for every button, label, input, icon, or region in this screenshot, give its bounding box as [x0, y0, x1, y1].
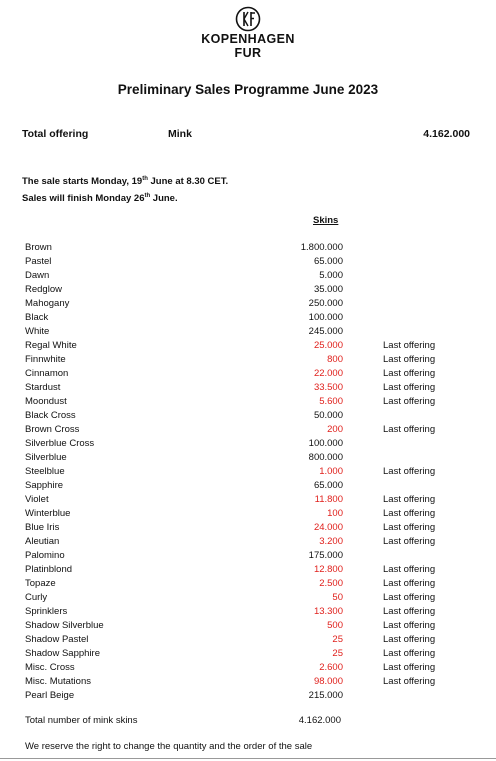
table-row	[22, 577, 463, 591]
colour-type-name: Regal White	[25, 340, 77, 351]
colour-type-name: Finnwhite	[25, 354, 66, 365]
table-row	[22, 423, 463, 437]
table-row	[22, 241, 463, 255]
last-offering-note	[343, 269, 463, 283]
colour-type-name: Brown Cross	[25, 424, 80, 435]
colour-type-name: Black	[25, 312, 49, 323]
colour-type-name: Shadow Sapphire	[25, 648, 100, 659]
skins-quantity: 175.000	[308, 550, 343, 561]
skins-quantity: 3.200	[319, 536, 343, 547]
total-mink-skins-label: Total number of mink skins	[25, 715, 138, 726]
colour-type-name: Black Cross	[25, 410, 76, 421]
last-offering-note	[343, 255, 463, 269]
table-row	[22, 689, 463, 703]
last-offering-note	[343, 297, 463, 311]
colour-type-name: Silverblue	[25, 452, 67, 463]
table-row	[22, 521, 463, 535]
table-row	[22, 605, 463, 619]
table-row	[22, 311, 463, 325]
skins-quantity: 800	[327, 354, 343, 365]
total-offering-label: Total offering	[22, 128, 89, 140]
last-offering-note: Last offering	[383, 494, 436, 505]
skins-quantity: 250.000	[308, 298, 343, 309]
skins-quantity: 1.000	[319, 466, 343, 477]
skins-quantity: 100.000	[308, 312, 343, 323]
skins-quantity: 2.600	[319, 662, 343, 673]
skins-quantity: 50.000	[313, 410, 343, 421]
last-offering-note	[343, 241, 463, 255]
table-row	[22, 269, 463, 283]
last-offering-note: Last offering	[383, 606, 436, 617]
skins-quantity: 65.000	[313, 480, 343, 491]
table-row	[22, 283, 463, 297]
brand-name-line2: FUR	[234, 46, 262, 60]
table-row	[22, 339, 463, 353]
mink-lines-table	[22, 241, 463, 703]
skins-quantity: 25	[332, 634, 343, 645]
table-row	[22, 633, 463, 647]
skins-column-header: Skins	[313, 215, 339, 226]
last-offering-note	[343, 549, 463, 563]
skins-quantity: 98.000	[313, 676, 343, 687]
table-row	[22, 647, 463, 661]
colour-type-name: Misc. Mutations	[25, 676, 91, 687]
skins-quantity: 11.800	[314, 494, 343, 505]
last-offering-note	[343, 479, 463, 493]
skins-quantity: 100	[327, 508, 343, 519]
last-offering-note: Last offering	[383, 340, 436, 351]
table-row	[22, 395, 463, 409]
last-offering-note: Last offering	[383, 424, 436, 435]
last-offering-note: Last offering	[383, 536, 436, 547]
colour-type-name: Shadow Silverblue	[25, 620, 104, 631]
colour-type-name: Sapphire	[25, 480, 64, 491]
last-offering-note	[343, 325, 463, 339]
table-row	[22, 661, 463, 675]
colour-type-name: Misc. Cross	[25, 662, 75, 673]
table-row	[22, 479, 463, 493]
total-offering-category: Mink	[168, 128, 192, 140]
last-offering-note	[343, 409, 463, 423]
skins-quantity: 1.800.000	[300, 242, 343, 253]
colour-type-name: Steelblue	[25, 466, 65, 477]
total-offering-value: 4.162.000	[423, 128, 470, 140]
colour-type-name: Winterblue	[25, 508, 71, 519]
colour-type-name: Sprinklers	[25, 606, 68, 617]
colour-type-name: Silverblue Cross	[25, 438, 95, 449]
table-row	[22, 297, 463, 311]
last-offering-note: Last offering	[383, 396, 436, 407]
sale-dates-text	[22, 172, 228, 206]
colour-type-name: Brown	[25, 242, 52, 253]
colour-type-name: Dawn	[25, 270, 50, 281]
table-row	[22, 507, 463, 521]
last-offering-note	[343, 283, 463, 297]
skins-quantity: 22.000	[313, 368, 343, 379]
skins-quantity: 500	[327, 620, 343, 631]
colour-type-name: Violet	[25, 494, 49, 505]
skins-quantity: 65.000	[313, 256, 343, 267]
reserve-right-note: We reserve the right to change the quantity and the order of the sale	[25, 741, 313, 752]
last-offering-note: Last offering	[383, 662, 436, 673]
skins-quantity: 35.000	[313, 284, 343, 295]
colour-type-name: White	[25, 326, 50, 337]
last-offering-note	[343, 311, 463, 325]
last-offering-note: Last offering	[383, 382, 436, 393]
colour-type-name: Curly	[25, 592, 48, 603]
colour-type-name: Platinblond	[25, 564, 73, 575]
total-mink-skins-value: 4.162.000	[298, 715, 341, 726]
last-offering-note: Last offering	[383, 620, 436, 631]
table-row	[22, 535, 463, 549]
table-row	[22, 465, 463, 479]
last-offering-note: Last offering	[383, 648, 436, 659]
total-mink-skins-row	[25, 715, 341, 726]
skins-quantity: 100.000	[308, 438, 343, 449]
skins-quantity: 25	[332, 648, 343, 659]
skins-quantity: 25.000	[313, 340, 343, 351]
colour-type-name: Mahogany	[25, 298, 70, 309]
colour-type-name: Redglow	[25, 284, 62, 295]
skins-quantity: 200	[327, 424, 343, 435]
table-row	[22, 451, 463, 465]
table-row	[22, 381, 463, 395]
skins-quantity: 2.500	[319, 578, 343, 589]
colour-type-name: Moondust	[25, 396, 67, 407]
table-row	[22, 563, 463, 577]
kf-monogram-icon	[235, 6, 261, 32]
last-offering-note	[343, 689, 463, 703]
last-offering-note: Last offering	[383, 368, 436, 379]
last-offering-note: Last offering	[383, 676, 436, 687]
last-offering-note: Last offering	[383, 578, 436, 589]
skins-quantity: 12.800	[313, 564, 343, 575]
table-row	[22, 367, 463, 381]
last-offering-note: Last offering	[383, 634, 436, 645]
table-row	[22, 437, 463, 451]
colour-type-name: Aleutian	[25, 536, 60, 547]
table-row	[22, 255, 463, 269]
colour-type-name: Topaze	[25, 578, 56, 589]
skins-quantity: 800.000	[308, 452, 343, 463]
skins-quantity: 13.300	[313, 606, 343, 617]
table-row	[22, 591, 463, 605]
colour-type-name: Pastel	[25, 256, 52, 267]
table-row	[22, 675, 463, 689]
skins-quantity: 33.500	[313, 382, 343, 393]
skins-quantity: 5.600	[319, 396, 343, 407]
table-row	[22, 409, 463, 423]
page-divider	[0, 758, 496, 759]
last-offering-note: Last offering	[383, 354, 436, 365]
table-row	[22, 493, 463, 507]
colour-type-name: Shadow Pastel	[25, 634, 89, 645]
table-row	[22, 619, 463, 633]
last-offering-note	[343, 451, 463, 465]
skins-quantity: 50	[332, 592, 343, 603]
table-row	[22, 353, 463, 367]
last-offering-note: Last offering	[383, 592, 436, 603]
sale-start-line: The sale starts Monday, 19th June at 8.30 CET.	[22, 176, 229, 188]
colour-type-name: Cinnamon	[25, 368, 69, 379]
last-offering-note: Last offering	[383, 522, 436, 533]
colour-type-name: Pearl Beige	[25, 690, 75, 701]
colour-type-name: Palomino	[25, 550, 65, 561]
skins-quantity: 215.000	[308, 690, 343, 701]
skins-quantity: 5.000	[319, 270, 343, 281]
brand-name-line1: KOPENHAGEN	[201, 32, 295, 46]
last-offering-note: Last offering	[383, 508, 436, 519]
last-offering-note: Last offering	[383, 564, 436, 575]
table-row	[22, 549, 463, 563]
total-offering-row	[22, 128, 470, 142]
colour-type-name: Blue Iris	[25, 522, 60, 533]
table-row	[22, 325, 463, 339]
last-offering-note: Last offering	[383, 466, 436, 477]
kopenhagen-fur-logo	[0, 6, 496, 60]
sale-finish-line: Sales will finish Monday 26th June.	[22, 193, 178, 205]
last-offering-note	[343, 437, 463, 451]
document-title: Preliminary Sales Programme June 2023	[117, 82, 379, 97]
skins-quantity: 24.000	[313, 522, 343, 533]
colour-type-name: Stardust	[25, 382, 61, 393]
skins-quantity: 245.000	[308, 326, 343, 337]
